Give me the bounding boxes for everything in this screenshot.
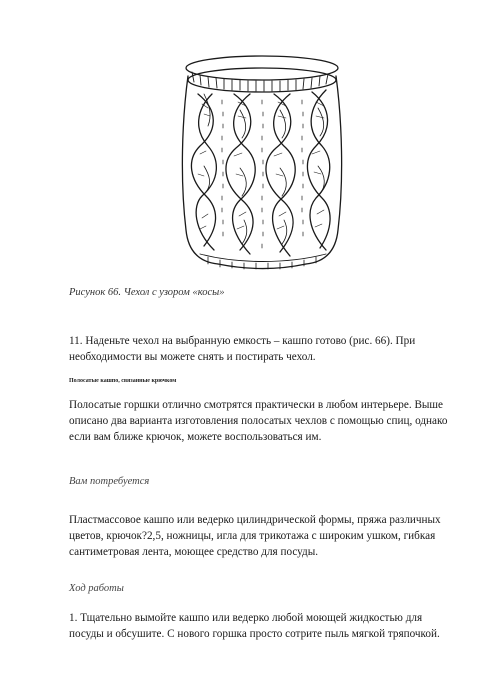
heading-process: Ход работы [69,583,124,594]
paragraph-intro: Полосатые горшки отлично смотрятся практически в любом интерьере. Выше описано два варианта изготовления полосатых чехлов с помощью спиц, однако если вам ближе крючок, можете воспользоваться им. [69,399,448,443]
subsection-heading: Полосатые кашпо, связанные крючком [69,378,177,384]
paragraph-materials: Пластмассовое кашпо или ведерко цилиндрической формы, пряжа различных цветов, крючок?2,5, ножницы, игла для трикотажа с широким ушком, гибкая сантиметровая лента, моющее средство для посуды. [69,514,441,558]
paragraph-step-1: 1. Тщательно вымойте кашпо или ведерко любой моющей жидкостью для посуды и обсушите. С нового горшка просто сотрите пыль мягкой тряпочкой. [69,612,440,640]
heading-materials: Вам потребуется [69,476,150,487]
figure-caption: Рисунок 66. Чехол с узором «косы» [69,287,225,298]
paragraph-step-11: 11. Наденьте чехол на выбранную емкость – кашпо готово (рис. 66). При необходимости вы можете снять и постирать чехол. [69,335,416,363]
knitted-pot-cover-illustration [178,50,348,272]
